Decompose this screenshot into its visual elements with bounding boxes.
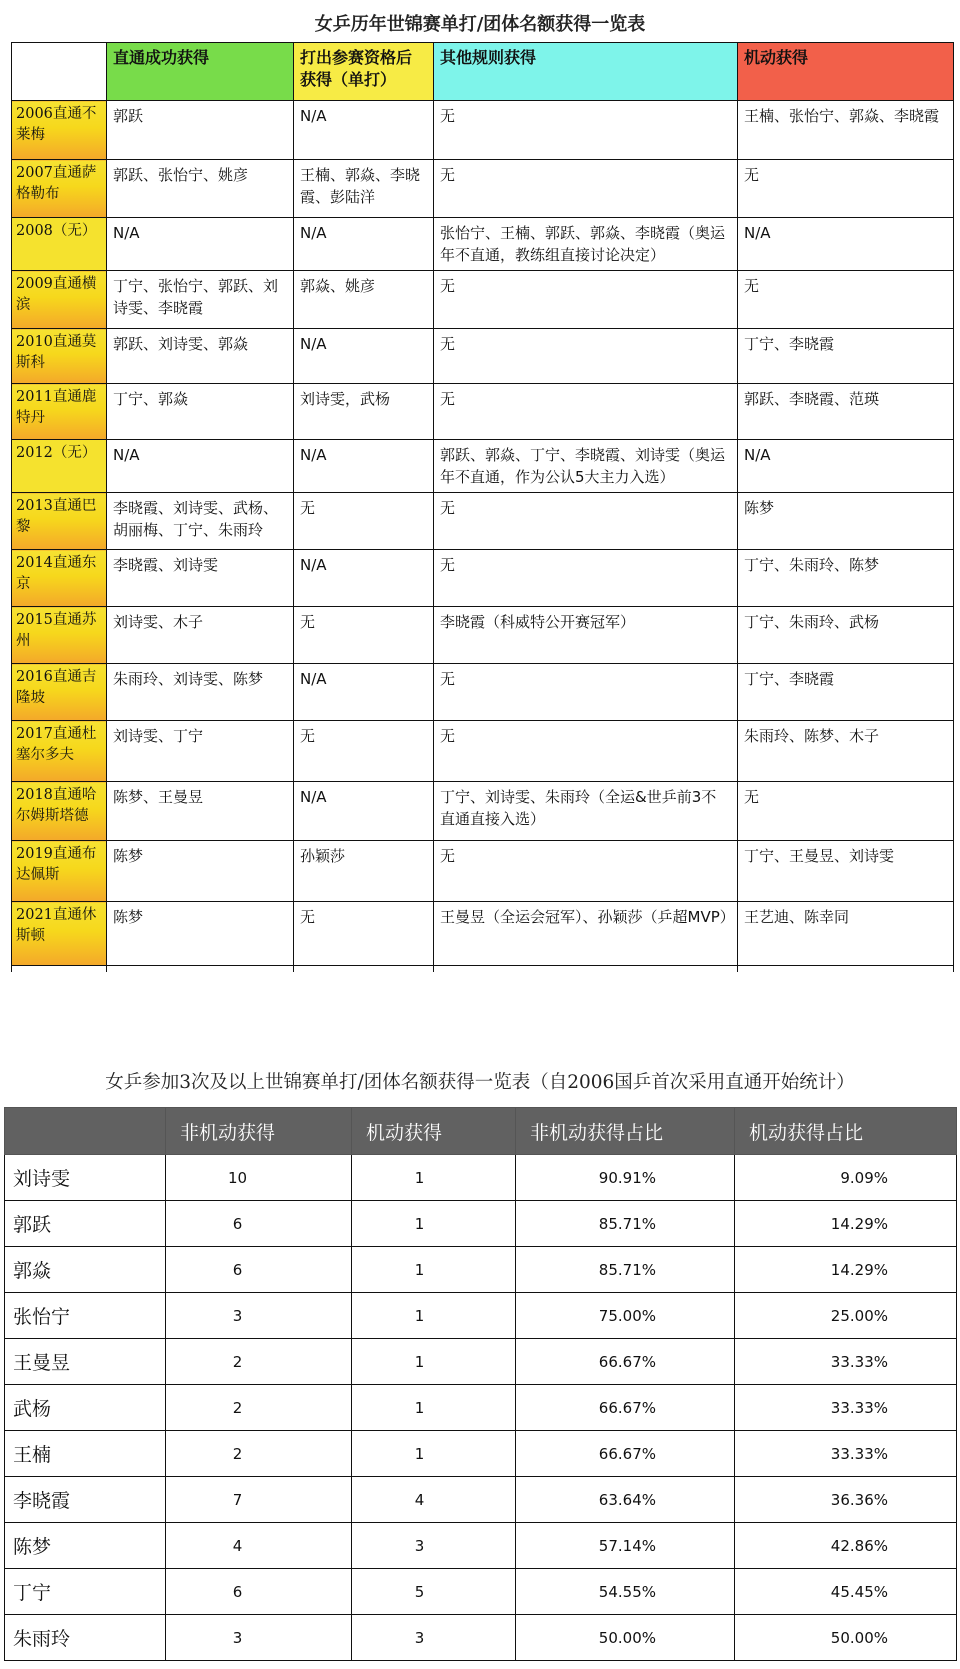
tail-cell [434,966,738,973]
flex-pct: 33.33% [735,1385,957,1431]
year-cell: 2017直通杜塞尔多夫 [12,721,107,782]
year-cell: 2015直通苏州 [12,607,107,664]
year-cell: 2009直通横滨 [12,271,107,329]
flex-count: 1 [352,1385,516,1431]
flex-pct: 36.36% [735,1477,957,1523]
table2-row [5,1615,957,1661]
table2-row [5,1569,957,1615]
direct-cell: 丁宁、郭焱 [107,384,294,440]
direct-cell: 郭跃 [107,101,294,160]
year-cell: 2007直通萨格勒布 [12,160,107,218]
flex-pct: 50.00% [735,1615,957,1661]
table1-row [12,384,954,440]
qualified-cell: 无 [294,493,434,550]
non-flex-pct: 63.64% [516,1477,735,1523]
qualified-cell: 孙颖莎 [294,841,434,902]
tail-cell [294,966,434,973]
qualified-cell: 王楠、郭焱、李晓霞、彭陆洋 [294,160,434,218]
flexible-cell: 丁宁、朱雨玲、陈梦 [738,550,954,607]
direct-cell: 刘诗雯、丁宁 [107,721,294,782]
table2-row [5,1201,957,1247]
player-name: 王曼昱 [5,1339,166,1385]
flex-count: 1 [352,1293,516,1339]
table1-row [12,782,954,841]
other-cell: 无 [434,384,738,440]
table1-row [12,329,954,384]
qualified-cell: N/A [294,664,434,721]
qualified-cell: 无 [294,902,434,966]
other-cell: 无 [434,550,738,607]
other-cell: 郭跃、郭焱、丁宁、李晓霞、刘诗雯（奥运年不直通，作为公认5大主力入选） [434,440,738,493]
table1-row [12,271,954,329]
other-cell: 无 [434,493,738,550]
flexible-cell: 郭跃、李晓霞、范瑛 [738,384,954,440]
flexible-cell: N/A [738,218,954,271]
other-cell: 无 [434,664,738,721]
direct-cell: 李晓霞、刘诗雯 [107,550,294,607]
non-flex-pct: 57.14% [516,1523,735,1569]
table2-row [5,1247,957,1293]
player-name: 武杨 [5,1385,166,1431]
direct-cell: 陈梦 [107,902,294,966]
flex-count: 1 [352,1247,516,1293]
qualified-cell: N/A [294,782,434,841]
header-non-flex: 非机动获得 [166,1108,352,1155]
table2-row [5,1385,957,1431]
year-cell: 2008（无） [12,218,107,271]
non-flex-pct: 54.55% [516,1569,735,1615]
non-flex-pct: 66.67% [516,1339,735,1385]
direct-cell: 丁宁、张怡宁、郭跃、刘诗雯、李晓霞 [107,271,294,329]
non-flex-pct: 66.67% [516,1431,735,1477]
qualified-cell: 无 [294,607,434,664]
tail-cell [107,966,294,973]
flex-pct: 14.29% [735,1201,957,1247]
other-cell: 无 [434,101,738,160]
flexible-cell: 丁宁、朱雨玲、武杨 [738,607,954,664]
flexible-cell: 王艺迪、陈幸同 [738,902,954,966]
direct-cell: N/A [107,440,294,493]
flex-pct: 42.86% [735,1523,957,1569]
other-cell: 无 [434,329,738,384]
header-corner [12,43,107,101]
direct-cell: 刘诗雯、木子 [107,607,294,664]
qualified-cell: N/A [294,101,434,160]
table1-row [12,440,954,493]
non-flex-count: 4 [166,1523,352,1569]
table1-row [12,101,954,160]
table1-row [12,550,954,607]
flexible-cell: 丁宁、李晓霞 [738,664,954,721]
flex-count: 1 [352,1155,516,1201]
non-flex-pct: 85.71% [516,1247,735,1293]
non-flex-count: 2 [166,1385,352,1431]
header-direct: 直通成功获得 [107,43,294,101]
other-cell: 无 [434,271,738,329]
year-cell: 2011直通鹿特丹 [12,384,107,440]
qualified-cell: 刘诗雯，武杨 [294,384,434,440]
flexible-cell: 丁宁、王曼昱、刘诗雯 [738,841,954,902]
flex-pct: 45.45% [735,1569,957,1615]
non-flex-count: 6 [166,1201,352,1247]
flex-count: 3 [352,1523,516,1569]
direct-cell: N/A [107,218,294,271]
player-name: 丁宁 [5,1569,166,1615]
year-cell: 2006直通不莱梅 [12,101,107,160]
non-flex-count: 6 [166,1569,352,1615]
flexible-cell: 无 [738,271,954,329]
direct-cell: 郭跃、张怡宁、姚彦 [107,160,294,218]
non-flex-count: 3 [166,1615,352,1661]
player-name: 朱雨玲 [5,1615,166,1661]
quota-history-table [11,42,954,972]
other-cell: 无 [434,841,738,902]
non-flex-count: 6 [166,1247,352,1293]
year-cell: 2010直通莫斯科 [12,329,107,384]
qualified-cell: N/A [294,218,434,271]
table2-title: 女乒参加3次及以上世锦赛单打/团体名额获得一览表（自2006国乒首次采用直通开始统计） [105,1072,855,1093]
table2-row [5,1477,957,1523]
other-cell: 无 [434,160,738,218]
qualified-cell: N/A [294,550,434,607]
table2-row [5,1523,957,1569]
other-cell: 王曼昱（全运会冠军）、孙颖莎（乒超MVP） [434,902,738,966]
table1-row [12,607,954,664]
header-flex: 机动获得 [352,1108,516,1155]
header-non-flex-pct: 非机动获得占比 [516,1108,735,1155]
direct-cell: 陈梦、王曼昱 [107,782,294,841]
direct-cell: 李晓霞、刘诗雯、武杨、胡丽梅、丁宁、朱雨玲 [107,493,294,550]
tail-cell [12,966,107,973]
non-flex-pct: 50.00% [516,1615,735,1661]
year-cell: 2014直通东京 [12,550,107,607]
flexible-cell: 朱雨玲、陈梦、木子 [738,721,954,782]
header-qualified: 打出参赛资格后获得（单打） [294,43,434,101]
non-flex-count: 2 [166,1431,352,1477]
header-flex-pct: 机动获得占比 [735,1108,957,1155]
other-cell: 无 [434,721,738,782]
table2-header-row [5,1108,957,1155]
non-flex-count: 10 [166,1155,352,1201]
table1-row [12,902,954,966]
non-flex-pct: 66.67% [516,1385,735,1431]
other-cell: 丁宁、刘诗雯、朱雨玲（全运&世乒前3不直通直接入选） [434,782,738,841]
flex-count: 5 [352,1569,516,1615]
table1-row [12,493,954,550]
year-cell: 2012（无） [12,440,107,493]
flex-count: 1 [352,1201,516,1247]
other-cell: 张怡宁、王楠、郭跃、郭焱、李晓霞（奥运年不直通，教练组直接讨论决定） [434,218,738,271]
header-flexible: 机动获得 [738,43,954,101]
flex-pct: 33.33% [735,1339,957,1385]
direct-cell: 郭跃、刘诗雯、郭焱 [107,329,294,384]
player-name: 张怡宁 [5,1293,166,1339]
table1-tail [12,966,954,973]
flex-pct: 25.00% [735,1293,957,1339]
table1-header-row [12,43,954,101]
non-flex-pct: 90.91% [516,1155,735,1201]
year-cell: 2016直通吉隆坡 [12,664,107,721]
table2-row [5,1155,957,1201]
table2-row [5,1339,957,1385]
player-name: 王楠 [5,1431,166,1477]
non-flex-count: 2 [166,1339,352,1385]
flexible-cell: 陈梦 [738,493,954,550]
qualified-cell: 郭焱、姚彦 [294,271,434,329]
table1-row [12,664,954,721]
player-name: 李晓霞 [5,1477,166,1523]
non-flex-pct: 85.71% [516,1201,735,1247]
player-name: 陈梦 [5,1523,166,1569]
table2-row [5,1431,957,1477]
direct-cell: 朱雨玲、刘诗雯、陈梦 [107,664,294,721]
non-flex-count: 7 [166,1477,352,1523]
player-quota-summary-table [4,1107,957,1661]
non-flex-pct: 75.00% [516,1293,735,1339]
table1-row [12,841,954,902]
flex-count: 4 [352,1477,516,1523]
player-name: 郭跃 [5,1201,166,1247]
other-cell: 李晓霞（科威特公开赛冠军） [434,607,738,664]
flex-pct: 9.09% [735,1155,957,1201]
table1-title: 女乒历年世锦赛单打/团体名额获得一览表 [314,14,646,35]
non-flex-count: 3 [166,1293,352,1339]
table2-row [5,1293,957,1339]
table1-row [12,218,954,271]
direct-cell: 陈梦 [107,841,294,902]
flexible-cell: 丁宁、李晓霞 [738,329,954,384]
flex-pct: 14.29% [735,1247,957,1293]
flex-count: 1 [352,1431,516,1477]
flexible-cell: 王楠、张怡宁、郭焱、李晓霞 [738,101,954,160]
qualified-cell: N/A [294,440,434,493]
flexible-cell: 无 [738,160,954,218]
flex-count: 3 [352,1615,516,1661]
year-cell: 2013直通巴黎 [12,493,107,550]
player-name: 郭焱 [5,1247,166,1293]
flex-pct: 33.33% [735,1431,957,1477]
year-cell: 2021直通休斯顿 [12,902,107,966]
flexible-cell: 无 [738,782,954,841]
header-player-blank [5,1108,166,1155]
qualified-cell: N/A [294,329,434,384]
header-other: 其他规则获得 [434,43,738,101]
tail-cell [738,966,954,973]
year-cell: 2018直通哈尔姆斯塔德 [12,782,107,841]
year-cell: 2019直通布达佩斯 [12,841,107,902]
flexible-cell: N/A [738,440,954,493]
flex-count: 1 [352,1339,516,1385]
table1-row [12,160,954,218]
player-name: 刘诗雯 [5,1155,166,1201]
table1-row [12,721,954,782]
qualified-cell: 无 [294,721,434,782]
